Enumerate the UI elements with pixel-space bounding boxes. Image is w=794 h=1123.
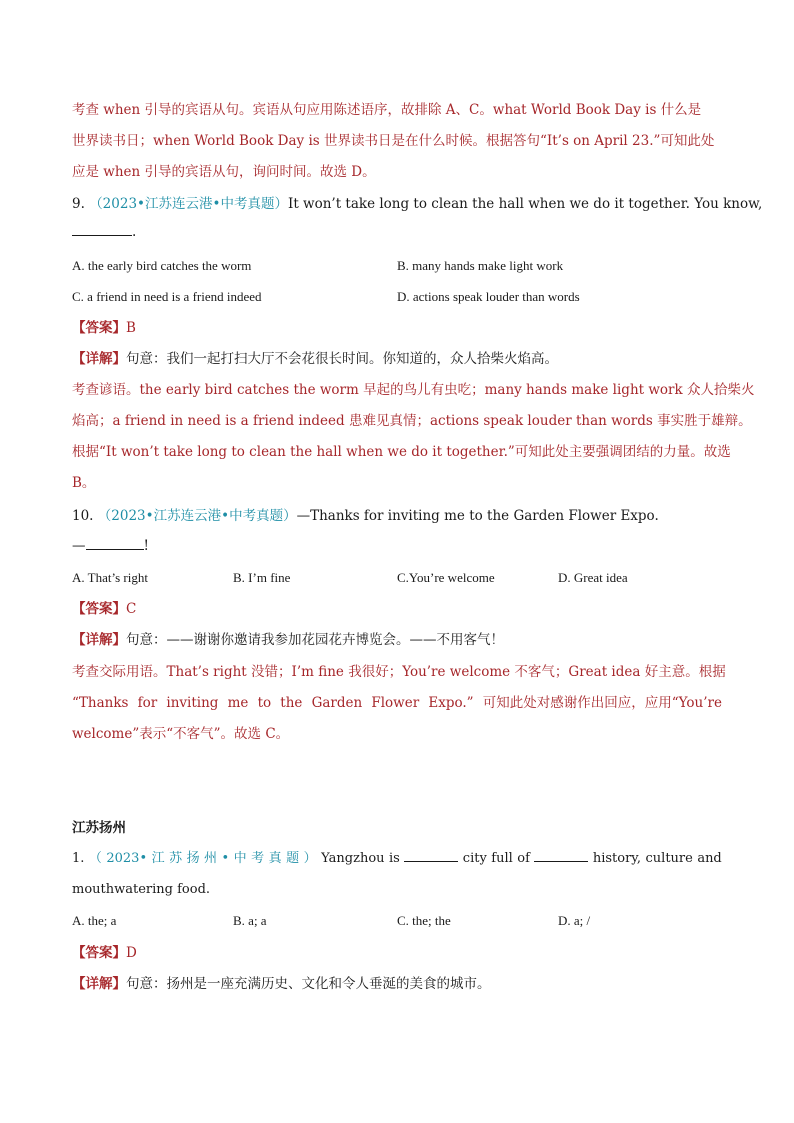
q9-detail-1 [72,349,558,369]
q1-stem-line-2: mouthwatering food. [72,882,211,897]
q1-blank-1 [404,849,458,862]
q10-detail-3-word: Garden [311,695,363,711]
q10-detail-text-1: 句意：——谢谢你邀请我参加花园花卉博览会。——不用客气！ [126,632,504,648]
q9-stem-end: . [132,224,137,240]
q10-option-b: B. I’m fine [233,570,291,585]
q1-answer [72,943,137,963]
q10-detail-3-word: to [257,695,272,711]
q1-option-d: D. a; / [558,913,591,928]
q1-source-part: 扬 [186,851,200,866]
q9-number: 9. [72,196,85,212]
q1-detail-1 [72,974,491,994]
q1-source-part: 中 [233,851,247,866]
q1-detail-tag: 【详解】 [72,976,126,992]
q9-stem-text: It won’t take long to clean the hall when we do it together. You know, [287,196,763,212]
q1-stem-word: and [697,851,722,866]
q1-source-part: 真 [268,851,282,866]
q1-blank-2 [534,849,588,862]
q10-detail-3-word: Flower [371,695,420,711]
q1-stem-word: city [462,851,487,866]
q1-option-a: A. the; a [72,913,117,928]
q9-option-a: A. the early bird catches the worm [72,258,252,273]
q10-reply-prefix: — [72,538,86,554]
q1-source-part: 题 [286,851,300,866]
section-title: 江苏扬州 [72,820,126,836]
q10-reply-end: ! [143,538,149,554]
q1-option-c: C. the; the [397,913,451,928]
q1-source-part: 苏 [169,851,183,866]
q9-source: （2023•江苏连云港•中考真题） [89,196,288,212]
q1-source-part: 江 [151,851,165,866]
q9-option-d: D. actions speak louder than words [397,289,580,304]
q10-reply-line [72,536,149,556]
q1-source-part: ） [303,851,317,866]
q1-stem [72,849,722,869]
q1-option-b: B. a; a [233,913,267,928]
q1-source-part: （ [88,851,102,866]
q10-detail-3 [72,693,722,713]
intro-line-1: 考查 when 引导的宾语从句。宾语从句应用陈述语序，故排除 A、C。what World Book Day is 什么是 [72,102,702,118]
q9-blank-line [72,222,136,242]
q10-blank [86,539,144,550]
q1-stem-word: is [389,851,400,866]
q10-detail-2: 考查交际用语。That’s right 没错；I’m fine 我很好；You’re welcome 不客气；Great idea 好主意。根据 [72,664,726,680]
q1-number: 1. [72,851,85,866]
q1-source-part: • [221,851,230,866]
q9-answer-value: B [126,320,136,336]
q10-option-a: A. That’s right [72,570,148,585]
q9-blank [72,225,132,236]
q9-detail-4: 根据“It won’t take long to clean the hall when we do it together.”可知此处主要强调团结的力量。故选 [72,444,731,460]
q10-number: 10. [72,508,94,524]
q10-detail-3-word: Expo.” [428,695,474,711]
q10-option-d: D. Great idea [558,570,628,585]
q10-source: （2023•江苏连云港•中考真题） [97,508,297,524]
q10-answer-tag: 【答案】 [72,601,126,617]
q1-detail-text-1: 句意：扬州是一座充满历史、文化和令人垂涎的美食的城市。 [126,976,491,992]
q9-detail-2: 考查谚语。the early bird catches the worm 早起的鸟儿有虫吃；many hands make light work 众人拾柴火 [72,382,755,398]
q1-source-part: 2023• [106,851,148,866]
q9-detail-text-1: 句意：我们一起打扫大厅不会花很长时间。你知道的，众人拾柴火焰高。 [126,351,558,367]
q10-stem-text: —Thanks for inviting me to the Garden Flower Expo. [296,508,659,524]
intro-line-3: 应是 when 引导的宾语从句，询问时间。故选 D。 [72,164,376,180]
q10-detail-3-word: “Thanks [72,695,129,711]
q10-detail-4: welcome”表示“不客气”。故选 C。 [72,726,290,742]
q1-source-part: 考 [251,851,265,866]
q10-answer-value: C [126,601,137,617]
q9-detail-5: B。 [72,475,96,491]
q10-detail-3-word: for [137,695,158,711]
q1-stem-word: Yangzhou [321,851,385,866]
q10-detail-tag: 【详解】 [72,632,126,648]
q1-answer-tag: 【答案】 [72,945,126,961]
q1-stem-word: of [517,851,530,866]
q10-answer [72,599,136,619]
q9-detail-tag: 【详解】 [72,351,126,367]
q1-stem-word: culture [645,851,693,866]
q10-detail-3-word: the [280,695,303,711]
q9-answer-tag: 【答案】 [72,320,126,336]
q9-answer [72,318,136,338]
q1-source-part: 州 [204,851,218,866]
q9-option-b: B. many hands make light work [397,258,564,273]
q10-stem [72,506,659,526]
intro-line-2: 世界读书日；when World Book Day is 世界读书日是在什么时候。根据答句“It’s on April 23.”可知此处 [72,133,715,149]
q10-option-c: C.You’re welcome [397,570,495,585]
q1-stem-word: history, [592,851,642,866]
q10-detail-3-word: me [227,695,249,711]
q9-detail-3: 焰高；a friend in need is a friend indeed 患难见真情；actions speak louder than words 事实胜于雄辩。 [72,413,752,429]
q10-detail-3-word: inviting [166,695,219,711]
q10-detail-1 [72,630,504,650]
q9-stem [72,194,762,214]
q1-answer-value: D [126,945,137,961]
q10-detail-3-word: 可知此处对感谢作出回应，应用“You’re [482,695,722,711]
q9-option-c: C. a friend in need is a friend indeed [72,289,262,304]
q1-stem-word: full [491,851,513,866]
